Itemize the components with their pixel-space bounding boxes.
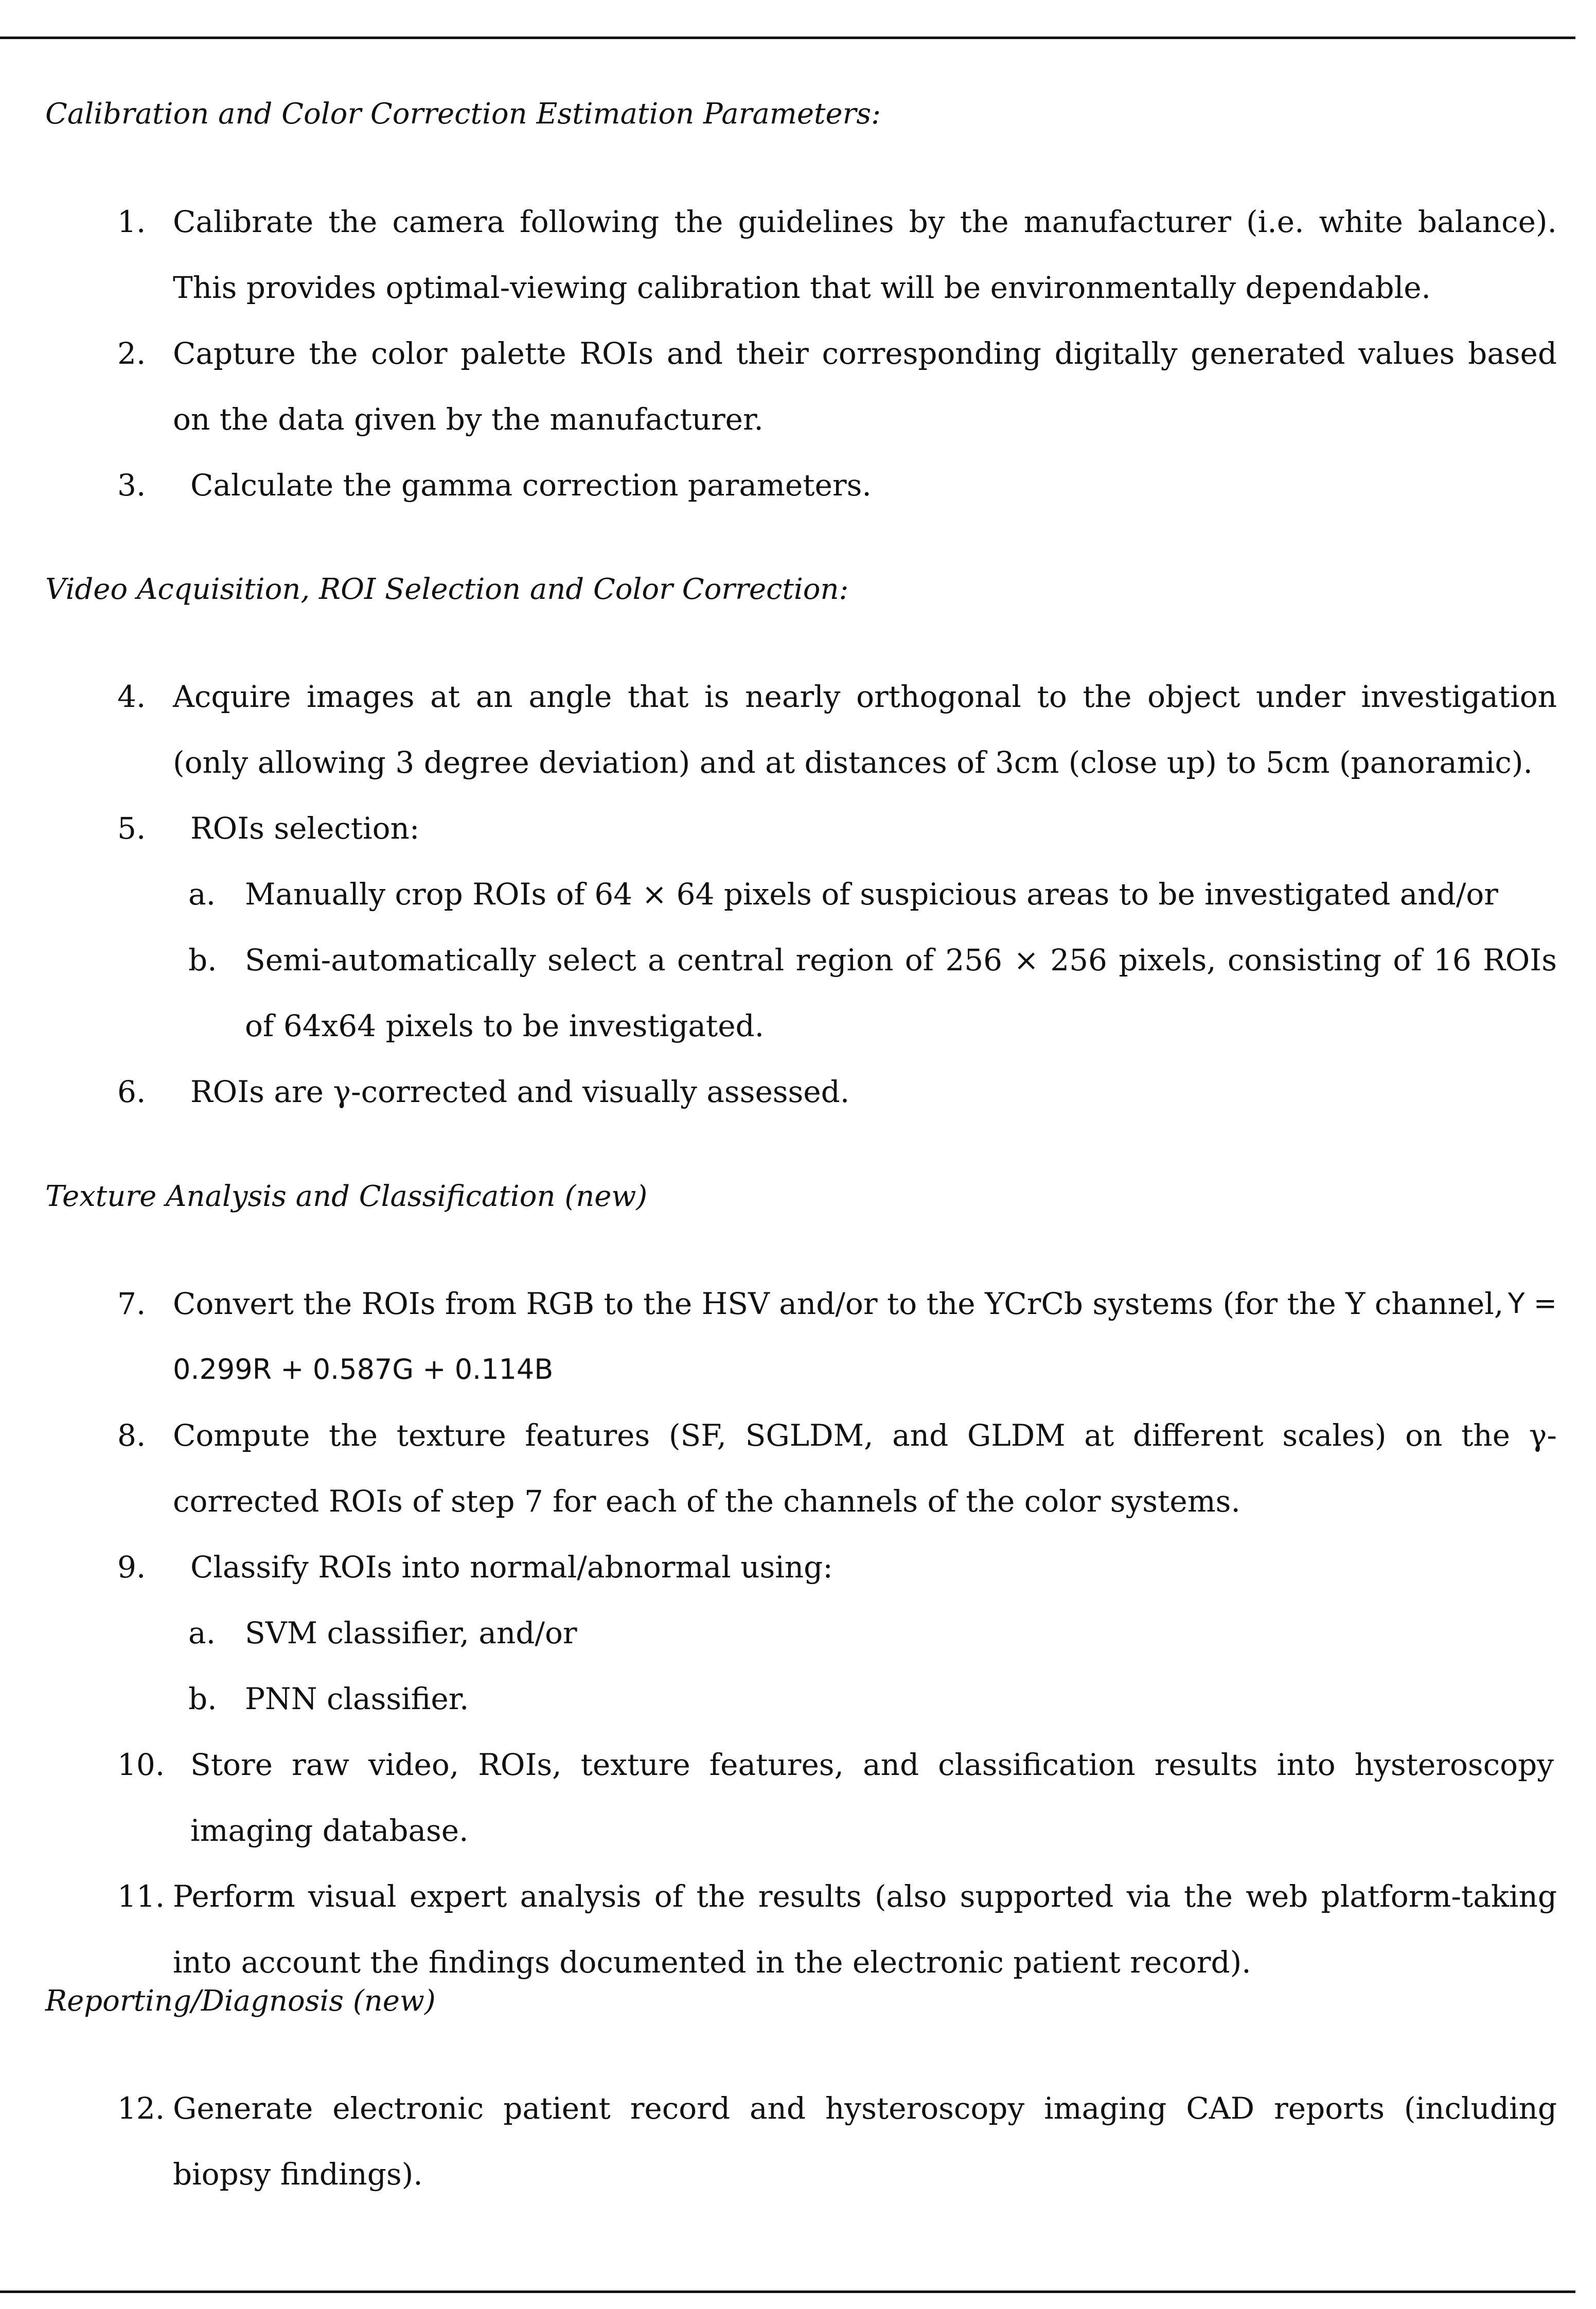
- list-item: Store raw video, ROIs, texture features, and classification results into hysteroscopy imaging database.: [190, 1747, 1554, 1848]
- section-heading-reporting: Reporting/Diagnosis (new): [45, 1984, 436, 2018]
- list-item: Calculate the gamma correction parameters.: [190, 468, 872, 503]
- list-item: Capture the color palette ROIs and their corresponding digitally generated values based on the data given by the manufacturer.: [173, 336, 1557, 437]
- list-subitem: Manually crop ROIs of 64 × 64 pixels of suspicious areas to be investigated and/or: [245, 877, 1498, 912]
- list-item-7: [173, 1271, 1557, 1402]
- item-number: 3.: [117, 468, 146, 503]
- list-item: ROIs selection:: [190, 811, 420, 846]
- item-number: 5.: [117, 811, 146, 846]
- list-item: Compute the texture features (SF, SGLDM, and GLDM at different scales) on the γ-corrected ROIs of step 7 for each of the channels of the color systems.: [173, 1418, 1557, 1519]
- list-item: Calibrate the camera following the guidelines by the manufacturer (i.e. white balance). This provides optimal-viewing calibration that will be environmentally dependable.: [173, 204, 1557, 305]
- section-heading-video-acquisition: Video Acquisition, ROI Selection and Color Correction:: [45, 573, 849, 606]
- list-item: Classify ROIs into normal/abnormal using:: [190, 1550, 833, 1585]
- list-subitem: PNN classifier.: [245, 1681, 469, 1716]
- list-item: Acquire images at an angle that is nearly orthogonal to the object under investigation (only allowing 3 degree deviation) and at distances of 3cm (close up) to 5cm (panoramic).: [173, 679, 1557, 780]
- section-heading-texture-analysis: Texture Analysis and Classification (new): [45, 1180, 648, 1213]
- subitem-letter: b.: [188, 943, 217, 978]
- item-number: 10.: [117, 1747, 165, 1782]
- subitem-letter: a.: [188, 1615, 216, 1650]
- top-rule: [0, 37, 1575, 39]
- list-subitem: Semi-automatically select a central region of 256 × 256 pixels, consisting of 16 ROIs of 64x64 pixels to be investigated.: [245, 943, 1557, 1043]
- math-formula: 0.299R + 0.587G + 0.114B: [173, 1353, 554, 1386]
- subitem-letter: b.: [188, 1681, 217, 1716]
- item-number: 8.: [117, 1418, 146, 1453]
- item-number: 7.: [117, 1286, 146, 1321]
- item-text: Convert the ROIs from RGB to the HSV and/or to the YCrCb systems (for the Y channel,: [173, 1286, 1504, 1321]
- section-heading-calibration: Calibration and Color Correction Estimation Parameters:: [45, 97, 881, 131]
- list-item: ROIs are γ-corrected and visually assessed.: [190, 1074, 850, 1109]
- item-number: 4.: [117, 679, 146, 714]
- item-number: 6.: [117, 1074, 146, 1109]
- bottom-rule: [0, 2290, 1575, 2293]
- item-number: 1.: [117, 204, 146, 239]
- list-item: Generate electronic patient record and hysteroscopy imaging CAD reports (including biopsy findings).: [173, 2091, 1557, 2192]
- item-number: 11.: [117, 1879, 165, 1914]
- item-number: 2.: [117, 336, 146, 371]
- subitem-letter: a.: [188, 877, 216, 912]
- list-subitem: SVM classifier, and/or: [245, 1615, 577, 1650]
- list-item: Perform visual expert analysis of the results (also supported via the web platform-taking into account the findings documented in the electronic patient record).: [173, 1879, 1557, 1980]
- item-number: 12.: [117, 2091, 165, 2126]
- item-number: 9.: [117, 1550, 146, 1585]
- math-formula-tail: Y =: [1508, 1287, 1557, 1320]
